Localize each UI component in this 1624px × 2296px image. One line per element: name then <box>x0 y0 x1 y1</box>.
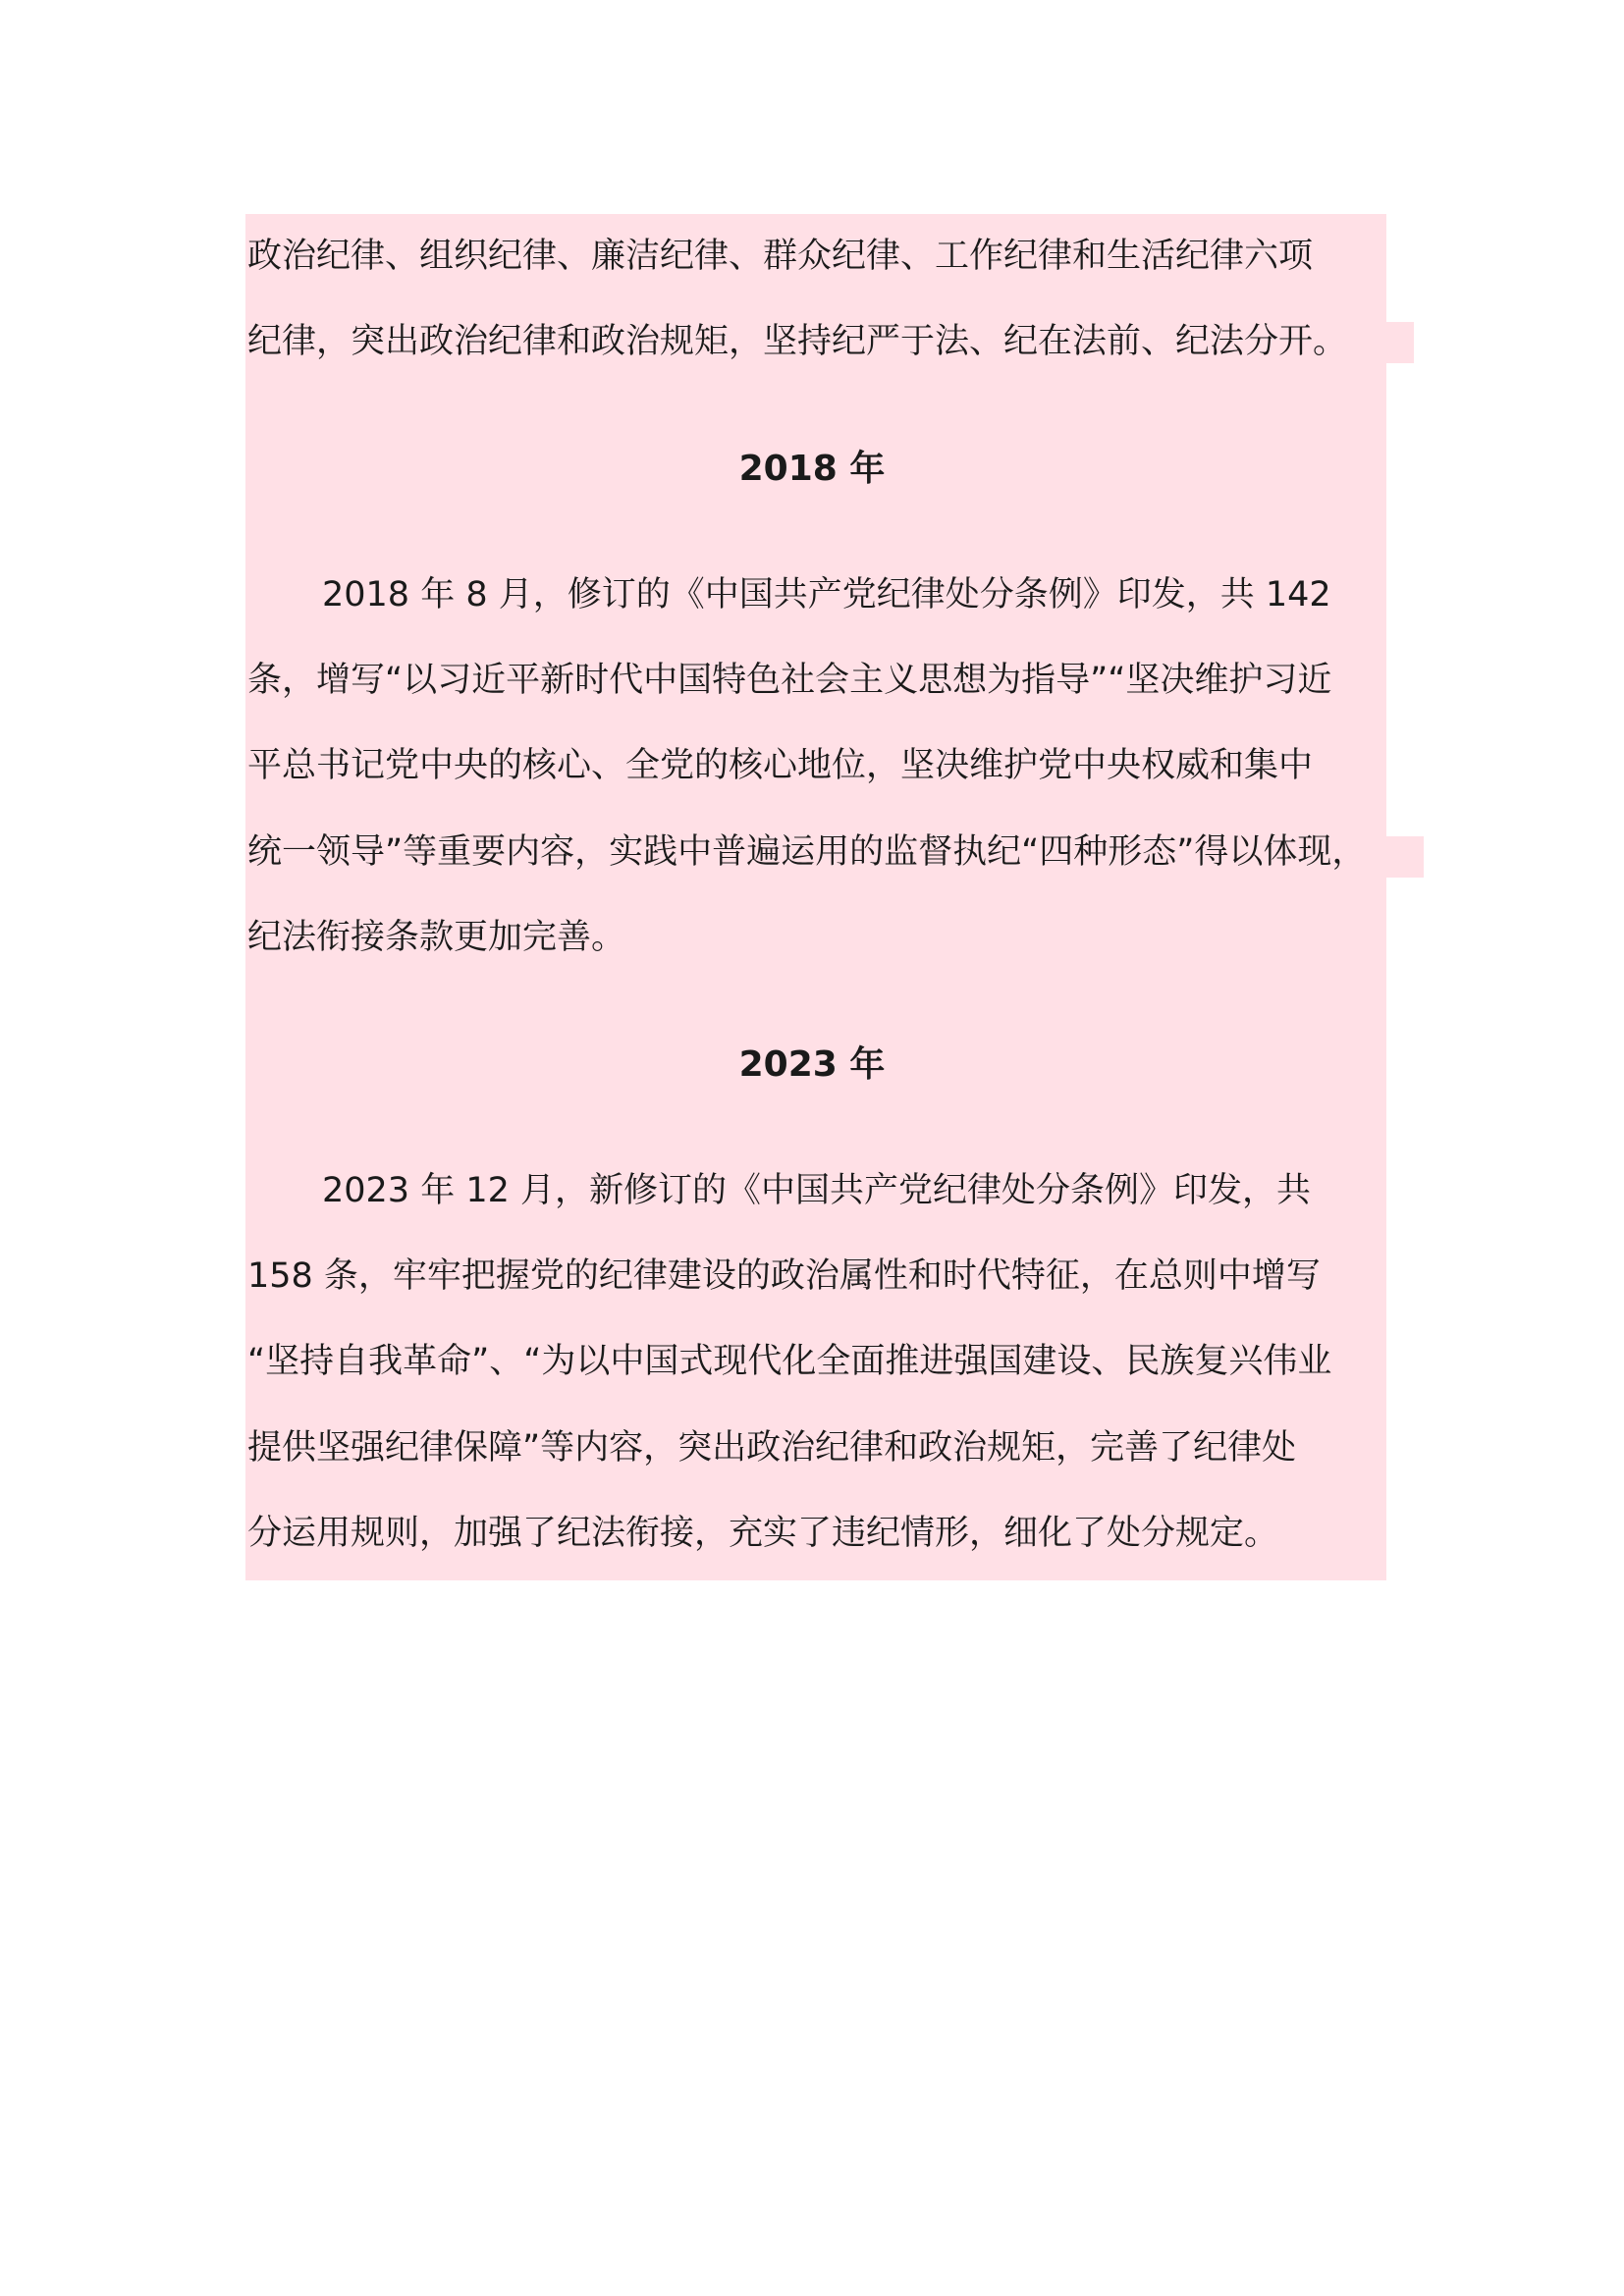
paragraph-line: “坚持自我革命”、“为以中国式现代化全面推进强国建设、民族复兴伟业 <box>247 1342 1332 1381</box>
section-heading-2018: 2018 年 <box>738 449 886 489</box>
highlight-extension <box>1375 836 1424 878</box>
paragraph-line: 2018 年 8 月，修订的《中国共产党纪律处分条例》印发，共 142 <box>322 575 1331 614</box>
paragraph-line: 平总书记党中央的核心、全党的核心地位，坚决维护党中央权威和集中 <box>247 746 1314 785</box>
paragraph-line: 分运用规则，加强了纪法衔接，充实了违纪情形，细化了处分规定。 <box>247 1514 1279 1553</box>
paragraph-line: 2023 年 12 月，新修订的《中国共产党纪律处分条例》印发，共 <box>322 1171 1311 1210</box>
paragraph-line: 统一领导”等重要内容，实践中普遍运用的监督执纪“四种形态”得以体现， <box>247 832 1367 872</box>
highlight-extension <box>1375 322 1414 363</box>
paragraph-line: 条，增写“以习近平新时代中国特色社会主义思想为指导”“坚决维护习近 <box>247 661 1332 700</box>
paragraph-line: 纪法衔接条款更加完善。 <box>247 918 626 957</box>
section-heading-2023: 2023 年 <box>738 1044 886 1085</box>
paragraph-line: 提供坚强纪律保障”等内容，突出政治纪律和政治规矩，完善了纪律处 <box>247 1428 1297 1468</box>
paragraph-line: 纪律，突出政治纪律和政治规矩，坚持纪严于法、纪在法前、纪法分开。 <box>247 322 1348 361</box>
paragraph-line: 政治纪律、组织纪律、廉洁纪律、群众纪律、工作纪律和生活纪律六项 <box>247 237 1314 276</box>
paragraph-line: 158 条，牢牢把握党的纪律建设的政治属性和时代特征，在总则中增写 <box>247 1256 1321 1296</box>
highlight-block <box>245 1054 1386 1580</box>
